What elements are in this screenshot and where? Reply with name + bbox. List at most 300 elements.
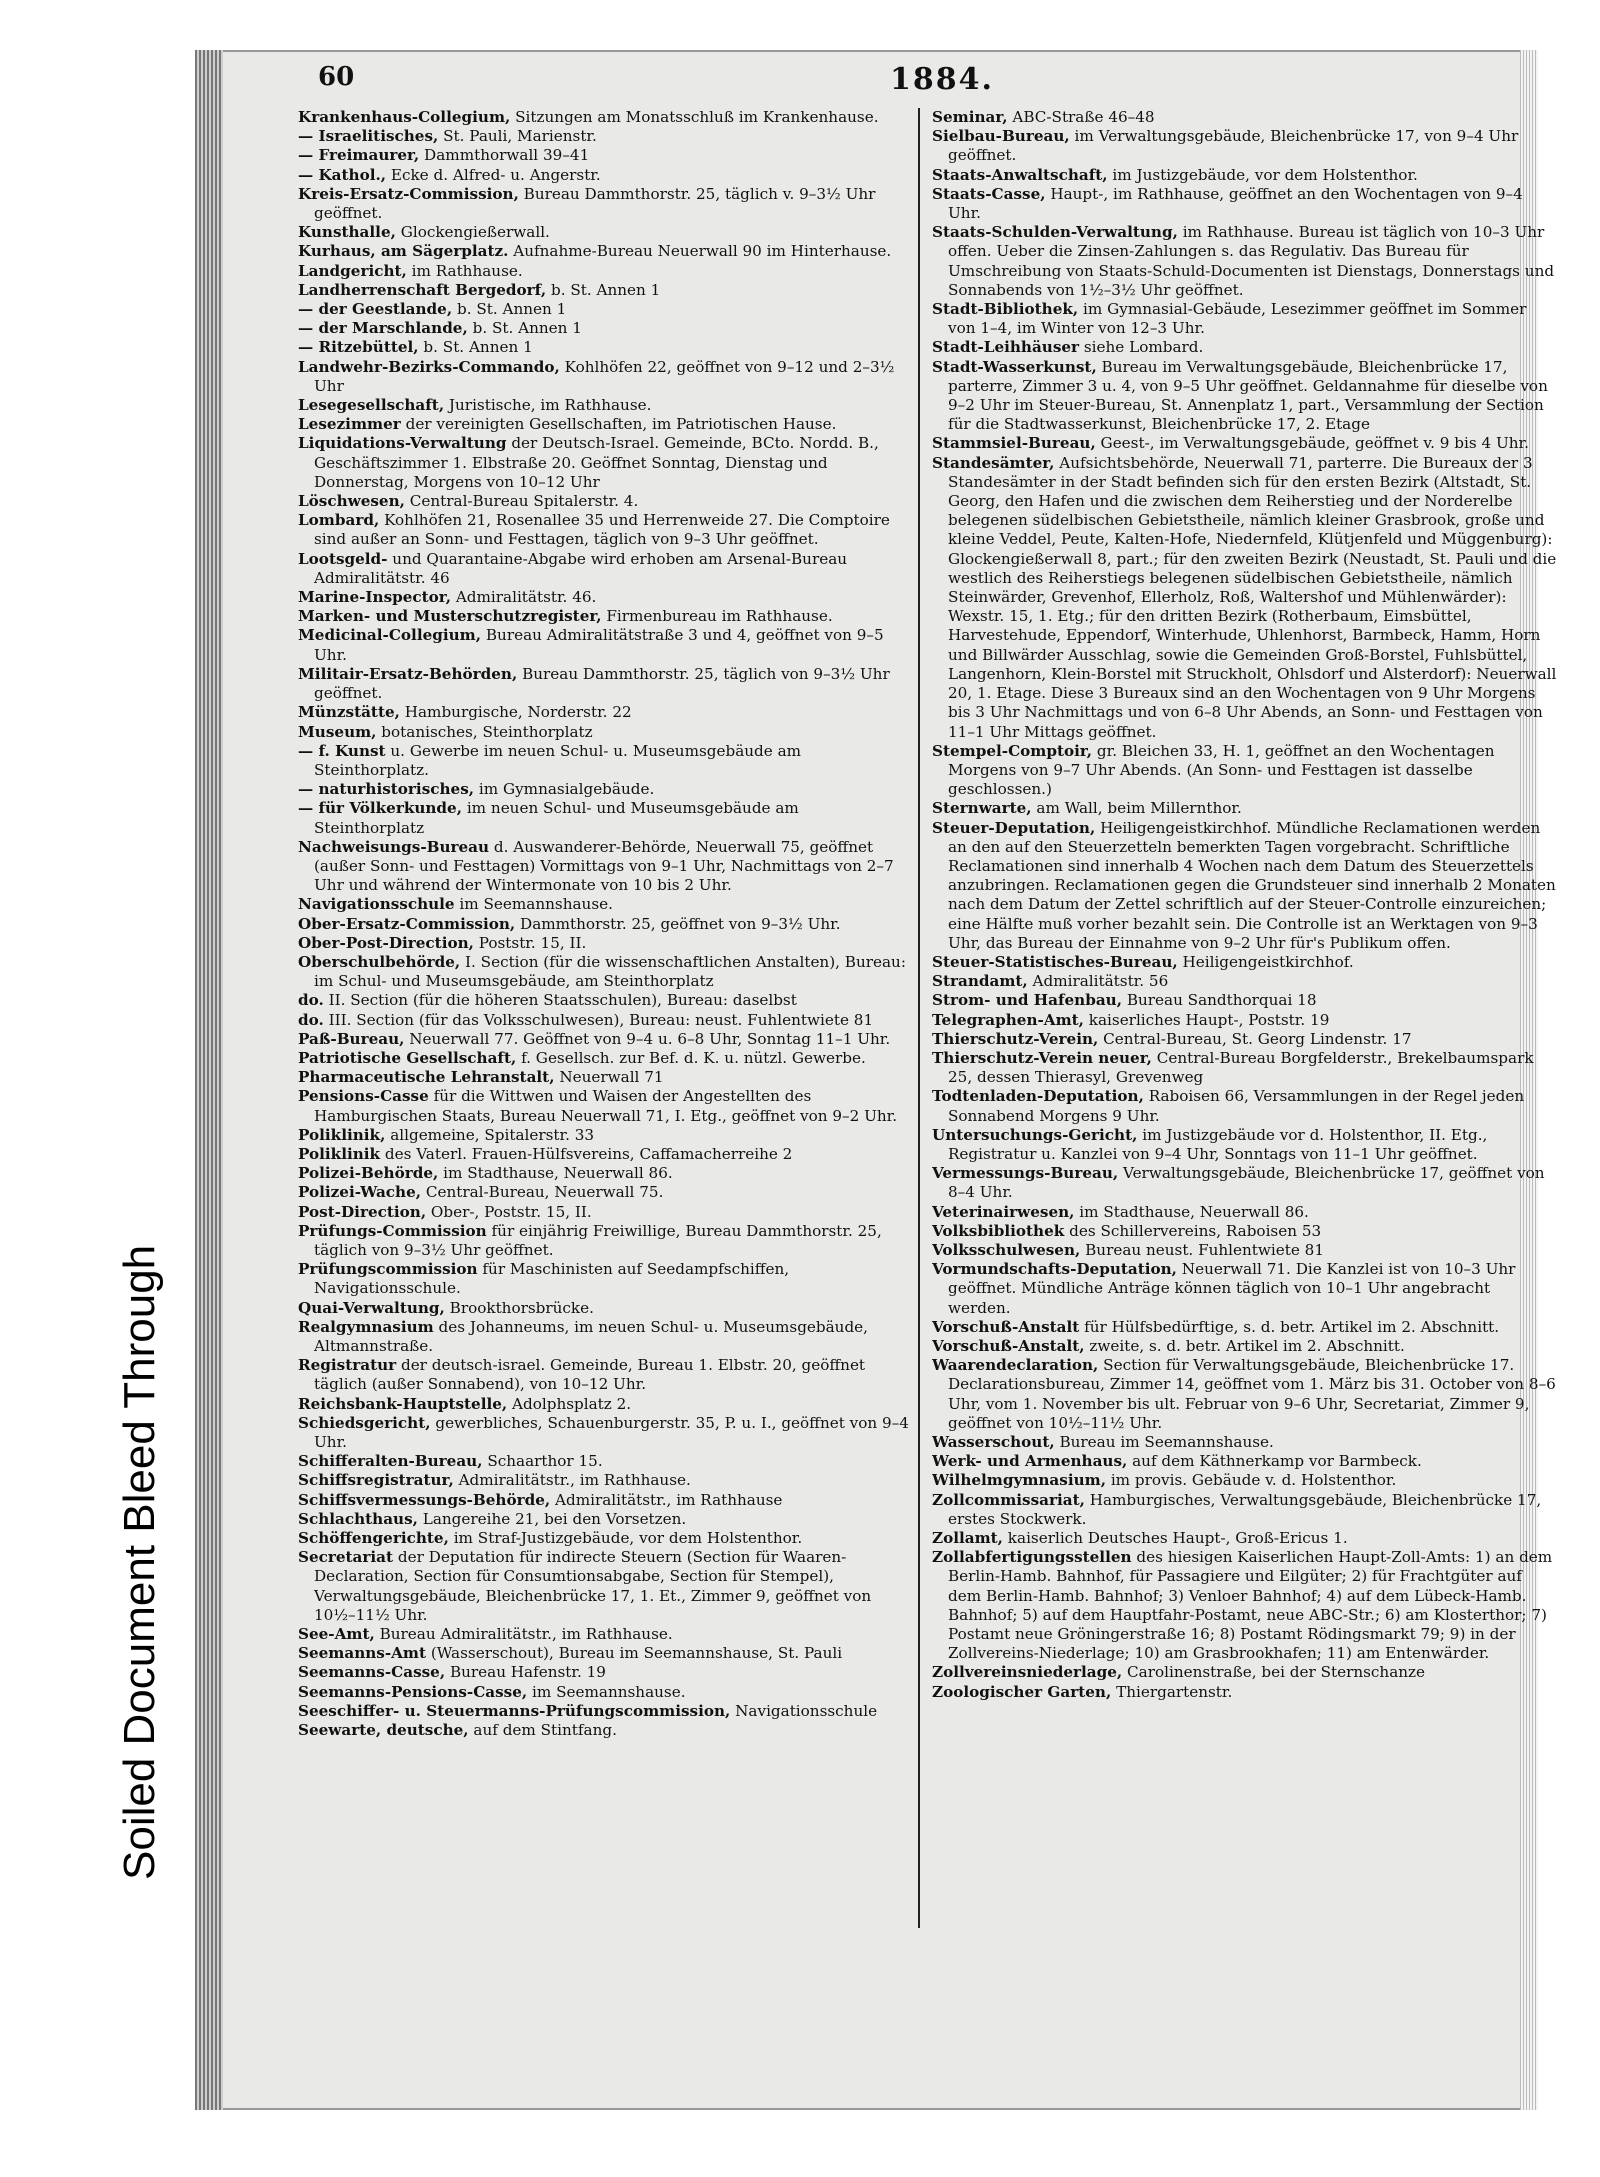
directory-entry: [932, 1126, 1557, 1164]
entry-keyword: Volksschulwesen,: [932, 1240, 1081, 1259]
directory-entry: [298, 550, 910, 588]
directory-entry: [298, 626, 910, 664]
entry-keyword: — der Geestlande,: [298, 300, 453, 319]
entry-keyword: Lootsgeld-: [298, 549, 388, 568]
entry-keyword: Kreis-Ersatz-Commission,: [298, 184, 519, 203]
entry-keyword: Museum,: [298, 722, 377, 741]
entry-text: Admiralitätstr., im Rathhause.: [453, 1471, 691, 1490]
directory-entry: [932, 454, 1557, 742]
entry-text: im Rathhause. Bureau ist täglich von 10–3 Uhr offen. Ueber die Zinsen-Zahlungen s. das Regulativ. Das Bureau für Umschreibung von Staats-Schuld-Documenten ist Dienstags, Donnerstags und Sonnabends von 1½–3½ Uhr geöffnet.: [948, 223, 1555, 299]
entry-text: (Wasserschout), Bureau im Seemannshause, St. Pauli: [426, 1644, 843, 1663]
entry-keyword: do.: [298, 1010, 324, 1029]
directory-entry: [298, 1452, 910, 1471]
entry-keyword: Navigationsschule: [298, 895, 455, 914]
entry-text: im Straf-Justizgebäude, vor dem Holstenthor.: [448, 1529, 803, 1548]
entry-text: Bureau Dammthorstr. 25, täglich von 9–3½ Uhr geöffnet.: [314, 664, 890, 703]
entry-keyword: Waarendeclaration,: [932, 1356, 1099, 1375]
directory-entry: [298, 1395, 910, 1414]
entry-keyword: Landgericht,: [298, 261, 407, 280]
entry-keyword: Steuer-Statistisches-Bureau,: [932, 952, 1178, 971]
entry-text: der Deutsch-Israel. Gemeinde, BCto. Nordd. B., Geschäftszimmer 1. Elbstraße 20. Geöffnet Sonntag, Dienstag und Donnerstag, Morgens von 10–12 Uhr: [314, 434, 879, 491]
directory-entry: [298, 1356, 910, 1394]
entry-text: ABC-Straße 46–48: [1007, 108, 1155, 126]
entry-keyword: Reichsbank-Hauptstelle,: [298, 1394, 508, 1413]
entry-text: Navigationsschule: [730, 1701, 878, 1720]
entry-keyword: — Ritzebüttel,: [298, 338, 419, 357]
directory-entry: [932, 223, 1557, 300]
entry-text: Haupt-, im Rathhause, geöffnet an den Wochentagen von 9–4 Uhr.: [948, 184, 1523, 223]
entry-keyword: Stadt-Wasserkunst,: [932, 357, 1097, 376]
directory-entry: [298, 1126, 910, 1145]
entry-keyword: Standesämter,: [932, 453, 1055, 472]
entry-text: für die Wittwen und Waisen der Angestellten des Hamburgischen Staats, Bureau Neuerwall 71, I. Etg., geöffnet von 9–2 Uhr.: [314, 1087, 898, 1125]
directory-entry: [932, 1164, 1557, 1202]
entry-keyword: — für Völkerkunde,: [298, 799, 462, 818]
entry-text: im Seemannshause.: [527, 1682, 686, 1701]
entry-text: Bureau im Verwaltungsgebäude, Bleichenbrücke 17, parterre, Zimmer 3 u. 4, von 9–5 Uhr geöffnet. Geldannahme für dieselbe von 9–2 Uhr im Steuer-Bureau, St. Annenplatz 1, part., Versammlung der Section für die Stadtwasserkunst, Bleichenbrücke 17, 2. Etage: [948, 357, 1548, 434]
directory-entry: [298, 799, 910, 837]
directory-entry: [298, 242, 910, 261]
entry-text: Thiergartenstr.: [1111, 1682, 1233, 1701]
directory-entry: [932, 358, 1557, 435]
entry-keyword: Paß-Bureau,: [298, 1029, 405, 1048]
entry-keyword: — Israelitisches,: [298, 127, 439, 146]
directory-entry: [298, 780, 910, 799]
directory-entry: [298, 1203, 910, 1222]
entry-text: Schaarthor 15.: [482, 1452, 603, 1471]
entry-text: gr. Bleichen 33, H. 1, geöffnet an den Wochentagen Morgens von 9–7 Uhr Abends. (An Sonn- und Festtagen ist dasselbe geschlossen.): [948, 741, 1495, 799]
entry-keyword: Münzstätte,: [298, 703, 400, 722]
entry-text: Neuerwall 77. Geöffnet von 9–4 u. 6–8 Uhr, Sonntag 11–1 Uhr.: [404, 1029, 891, 1048]
entry-keyword: Polizei-Behörde,: [298, 1164, 439, 1183]
entry-keyword: Oberschulbehörde,: [298, 952, 461, 971]
entry-text: des Schillervereins, Raboisen 53: [1064, 1221, 1322, 1240]
directory-entry: [298, 915, 910, 934]
entry-text: Firmenbureau im Rathhause.: [601, 607, 833, 626]
directory-entry: [932, 1548, 1557, 1663]
entry-text: im neuen Schul- und Museumsgebäude am Steinthorplatz: [314, 799, 799, 837]
entry-text: im provis. Gebäude v. d. Holstenthor.: [1106, 1471, 1397, 1490]
entry-text: und Quarantaine-Abgabe wird erhoben am Arsenal-Bureau Admiralitätstr. 46: [314, 549, 848, 587]
entry-keyword: Pensions-Casse: [298, 1087, 429, 1106]
entry-text: auf dem Stintfang.: [468, 1721, 617, 1740]
entry-keyword: Seminar,: [932, 108, 1008, 126]
entry-keyword: Ober-Ersatz-Commission,: [298, 914, 516, 933]
entry-text: im Gymnasial-Gebäude, Lesezimmer geöffnet im Sommer von 1–4, im Winter von 12–3 Uhr.: [948, 300, 1527, 338]
directory-entry: [298, 703, 910, 722]
directory-entry: [298, 300, 910, 319]
directory-entry: [932, 185, 1557, 223]
entry-text: Neuerwall 71. Die Kanzlei ist von 10–3 Uhr geöffnet. Mündliche Anträge können täglich von 10–1 Uhr angebracht werden.: [948, 1260, 1516, 1317]
directory-entry: [932, 1529, 1557, 1548]
directory-entry: [932, 338, 1557, 357]
entry-keyword: Seeschiffer- u. Steuermanns-Prüfungscommission,: [298, 1701, 731, 1720]
directory-entry: [298, 1625, 910, 1644]
entry-keyword: Zollamt,: [932, 1529, 1003, 1548]
directory-entry: [298, 1299, 910, 1318]
entry-keyword: Thierschutz-Verein neuer,: [932, 1048, 1152, 1067]
entry-keyword: Strandamt,: [932, 972, 1028, 991]
directory-entry: [932, 991, 1557, 1010]
entry-keyword: Stadt-Bibliothek,: [932, 300, 1079, 319]
entry-keyword: Kurhaus, am Sägerplatz.: [298, 242, 509, 261]
entry-keyword: Wilhelmgymnasium,: [932, 1471, 1106, 1490]
entry-text: Hamburgisches, Verwaltungsgebäude, Bleichenbrücke 17, erstes Stockwerk.: [948, 1490, 1542, 1528]
entry-keyword: Marine-Inspector,: [298, 588, 451, 607]
entry-keyword: Patriotische Gesellschaft,: [298, 1048, 517, 1067]
directory-entry: [298, 742, 910, 780]
entry-text: Ecke d. Alfred- u. Angerstr.: [386, 165, 601, 184]
entry-keyword: Schiedsgericht,: [298, 1413, 431, 1432]
directory-entry: [932, 1030, 1557, 1049]
entry-text: Kohlhöfen 21, Rosenallee 35 und Herrenweide 27. Die Comptoire sind außer an Sonn- und Festtagen, täglich von 9–3 Uhr geöffnet.: [314, 511, 890, 549]
entry-text: Raboisen 66, Versammlungen in der Regel jeden Sonnabend Morgens 9 Uhr.: [948, 1087, 1525, 1125]
entry-keyword: Vormundschafts-Deputation,: [932, 1260, 1177, 1279]
directory-entry: [298, 1491, 910, 1510]
directory-entry: [298, 108, 910, 127]
entry-text: d. Auswanderer-Behörde, Neuerwall 75, geöffnet (außer Sonn- und Festtagen) Vormittags von 9–1 Uhr, Nachmittags von 2–7 Uhr und während der Wintermonate von 10 bis 2 Uhr.: [314, 837, 894, 895]
entry-text: des hiesigen Kaiserlichen Haupt-Zoll-Amts: 1) an dem Berlin-Hamb. Bahnhof, für Passagiere und Eilgüter; 2) für Frachtgüter auf dem Berlin-Hamb. Bahnhof; 3) Venloer Bahnhof; 4) auf dem Lübeck-Hamb. Bahnhof; 5) auf dem Hauptfahr-Postamt, neue ABC-Str.; 6) am Klosterthor; 7) Postamt neue Gröningerstraße 16; 8) Postamt Rödingsmarkt 79; 9) in der Zollvereins-Niederlage; 10) am Grasbrookhafen; 11) am Entenwärder.: [948, 1548, 1553, 1663]
directory-entry: [298, 991, 910, 1010]
directory-entry: [932, 1433, 1557, 1452]
entry-text: Admiralitätstr., im Rathhause: [550, 1490, 783, 1509]
entry-keyword: Zoologischer Garten,: [932, 1682, 1112, 1701]
entry-keyword: Werk- und Armenhaus,: [932, 1452, 1128, 1471]
entry-keyword: Realgymnasium: [298, 1317, 434, 1336]
entry-text: im Justizgebäude vor d. Holstenthor, II. Etg., Registratur u. Kanzlei von 9–4 Uhr, Sonntags von 11–1 Uhr geöffnet.: [948, 1125, 1488, 1163]
entry-text: auf dem Käthnerkamp vor Barmbeck.: [1127, 1452, 1422, 1471]
entry-text: im Rathhause.: [406, 261, 523, 280]
directory-entry: [298, 146, 910, 165]
directory-entry: [932, 1452, 1557, 1471]
entry-keyword: Marken- und Musterschutzregister,: [298, 607, 602, 626]
page-year: 1884.: [890, 62, 994, 97]
entry-text: II. Section (für die höheren Staatsschulen), Bureau: daselbst: [323, 991, 797, 1010]
directory-entry: [298, 262, 910, 281]
entry-keyword: Vermessungs-Bureau,: [932, 1164, 1119, 1183]
entry-text: Adolphsplatz 2.: [507, 1394, 632, 1413]
directory-entry: [298, 607, 910, 626]
entry-text: Hamburgische, Norderstr. 22: [399, 703, 632, 722]
left-column: [298, 108, 910, 1898]
page-edge-left: [195, 50, 223, 2110]
entry-keyword: Stadt-Leihhäuser: [932, 338, 1080, 357]
entry-keyword: Liquidations-Verwaltung: [298, 434, 507, 453]
entry-keyword: Zollvereinsniederlage,: [932, 1663, 1123, 1682]
entry-keyword: Strom- und Hafenbau,: [932, 991, 1122, 1010]
entry-keyword: See-Amt,: [298, 1625, 375, 1644]
entry-text: Bureau Sandthorquai 18: [1122, 991, 1317, 1010]
entry-keyword: Untersuchungs-Gericht,: [932, 1125, 1138, 1144]
entry-text: im Gymnasialgebäude.: [474, 780, 655, 799]
entry-keyword: Militair-Ersatz-Behörden,: [298, 664, 518, 683]
directory-entry: [932, 972, 1557, 991]
directory-entry: [298, 1414, 910, 1452]
directory-entry: [298, 358, 910, 396]
entry-keyword: Lesezimmer: [298, 415, 401, 434]
directory-entry: [932, 127, 1557, 165]
entry-text: St. Pauli, Marienstr.: [438, 127, 597, 146]
entry-text: Juristische, im Rathhause.: [444, 396, 652, 415]
entry-text: der vereinigten Gesellschaften, im Patriotischen Hause.: [400, 415, 837, 434]
entry-keyword: Schlachthaus,: [298, 1509, 418, 1528]
directory-entry: [298, 1644, 910, 1663]
entry-keyword: — f. Kunst: [298, 741, 386, 760]
directory-entry: [298, 338, 910, 357]
entry-text: Bureau Admiralitätstr., im Rathhause.: [374, 1625, 673, 1644]
entry-keyword: Post-Direction,: [298, 1202, 427, 1221]
directory-entry: [932, 1049, 1557, 1087]
entry-text: Sitzungen am Monatsschluß im Krankenhause.: [510, 108, 879, 126]
directory-entry: [298, 223, 910, 242]
entry-keyword: Sternwarte,: [932, 799, 1032, 818]
entry-text: Glockengießerwall.: [395, 223, 550, 242]
directory-entry: [298, 166, 910, 185]
directory-entry: [932, 1203, 1557, 1222]
entry-text: u. Gewerbe im neuen Schul- u. Museumsgebäude am Steinthorplatz.: [314, 741, 802, 779]
directory-entry: [298, 1529, 910, 1548]
directory-entry: [932, 1260, 1557, 1318]
entry-text: I. Section (für die wissenschaftlichen Anstalten), Bureau: im Schul- und Museumsgebäude, am Steinthorplatz: [314, 952, 906, 991]
entry-text: b. St. Annen 1: [418, 338, 533, 357]
directory-entry: [298, 1222, 910, 1260]
directory-entry: [298, 1145, 910, 1164]
entry-text: allgemeine, Spitalerstr. 33: [385, 1125, 595, 1144]
entry-keyword: Prüfungscommission: [298, 1260, 478, 1279]
entry-text: Admiralitätstr. 46.: [451, 588, 597, 607]
directory-entry: [298, 723, 910, 742]
column-divider: [918, 108, 920, 1928]
entry-keyword: Stammsiel-Bureau,: [932, 434, 1096, 453]
entry-keyword: Krankenhaus-Collegium,: [298, 108, 511, 126]
entry-keyword: Veterinairwesen,: [932, 1202, 1075, 1221]
directory-entry: [298, 127, 910, 146]
entry-keyword: — naturhistorisches,: [298, 780, 475, 799]
entry-keyword: Steuer-Deputation,: [932, 818, 1096, 837]
entry-keyword: Thierschutz-Verein,: [932, 1029, 1099, 1048]
entry-text: der Deputation für indirecte Steuern (Section für Waaren-Declaration, Section für Consumtionsabgabe, Section für Stempel), Verwaltungsgebäude, Bleichenbrücke 17, 1. Et., Zimmer 9, geöffnet von 10½–11½ Uhr.: [314, 1548, 872, 1624]
entry-text: Aufsichtsbehörde, Neuerwall 71, parterre. Die Bureaux der 3 Standesämter in der Stadt befinden sich für den ersten Bezirk (Altstadt, St. Georg, den Hafen und die zwischen dem Reiherstieg und der Norderelbe belegenen südelbischen Gebietstheile, nämlich kleiner Grasbrook, große und kleine Veddel, Peute, Kalten-Hofe, Niedernfeld, Klütjenfeld und Müggenburg): Glockengießerwall 8, part.; für den zweiten Bezirk (Neustadt, St. Pauli und die westlich des Reiherstiegs belegenen südelbischen Gebietstheile, nämlich Steinwärder, Grevenhof, Ellerholz, Roß, Waltershof und Mühlenwärder): Wexstr. 15, 1. Etg.; für den dritten Bezirk (Rotherbaum, Eimsbüttel, Harvestehude, Eppendorf, Winterhude, Uhlenhorst, Barmbeck, Hamm, Horn und Billwärder Ausschlag, sowie die Gemeinden Groß-Borstel, Fuhlsbüttel, Langenhorn, Klein-Borstel mit Struckholt, Ohlsdorf und Alsterdorf): Neuerwall 20, 1. Etage. Diese 3 Bureaux sind an den Wochentagen von 9 Uhr Morgens bis 3 Uhr Nachmittags und von 6–8 Uhr Abends, an Sonn- und Festtagen von 11–1 Uhr Mittags geöffnet.: [948, 453, 1557, 741]
entry-keyword: Sielbau-Bureau,: [932, 127, 1070, 146]
directory-entry: [932, 953, 1557, 972]
entry-keyword: Staats-Anwaltschaft,: [932, 165, 1108, 184]
entry-keyword: Pharmaceutische Lehranstalt,: [298, 1068, 555, 1087]
directory-entry: [298, 1030, 910, 1049]
entry-text: Dammthorwall 39–41: [419, 146, 590, 165]
entry-keyword: Schiffsregistratur,: [298, 1471, 454, 1490]
entry-text: Bureau Dammthorstr. 25, täglich v. 9–3½ Uhr geöffnet.: [314, 184, 876, 223]
entry-keyword: Schöffengerichte,: [298, 1529, 449, 1548]
entry-keyword: Volksbibliothek: [932, 1221, 1065, 1240]
entry-keyword: Registratur: [298, 1356, 397, 1375]
entry-keyword: Schifferalten-Bureau,: [298, 1452, 483, 1471]
entry-text: des Johanneums, im neuen Schul- u. Museumsgebäude, Altmannstraße.: [314, 1317, 869, 1355]
directory-entry: [932, 1241, 1557, 1260]
entry-keyword: Landwehr-Bezirks-Commando,: [298, 357, 560, 376]
directory-entry: [298, 1548, 910, 1625]
entry-keyword: Quai-Verwaltung,: [298, 1298, 445, 1317]
entry-keyword: Zollcommissariat,: [932, 1490, 1085, 1509]
page-number: 60: [318, 62, 355, 92]
entry-text: f. Gesellsch. zur Bef. d. K. u. nützl. Gewerbe.: [516, 1048, 866, 1067]
entry-text: III. Section (für das Volksschulwesen), Bureau: neust. Fuhlentwiete 81: [323, 1010, 874, 1029]
directory-entry: [298, 1510, 910, 1529]
entry-text: im Verwaltungsgebäude, Bleichenbrücke 17, von 9–4 Uhr geöffnet.: [948, 127, 1519, 165]
directory-entry: [932, 799, 1557, 818]
directory-entry: [298, 1721, 910, 1740]
entry-text: der deutsch-israel. Gemeinde, Bureau 1. Elbstr. 20, geöffnet täglich (außer Sonnabend), von 10–12 Uhr.: [314, 1356, 866, 1394]
entry-keyword: Telegraphen-Amt,: [932, 1010, 1084, 1029]
sidebar-label: Soiled Document Bleed Through: [115, 1244, 164, 1880]
entry-text: für einjährig Freiwillige, Bureau Dammthorstr. 25, täglich von 9–3½ Uhr geöffnet.: [314, 1221, 882, 1259]
directory-entry: [298, 953, 910, 991]
directory-entry: [932, 1318, 1557, 1337]
directory-entry: [298, 1087, 910, 1125]
directory-entry: [932, 300, 1557, 338]
entry-keyword: Staats-Schulden-Verwaltung,: [932, 223, 1178, 242]
entry-text: Central-Bureau Spitalerstr. 4.: [404, 492, 639, 511]
entry-keyword: Wasserschout,: [932, 1433, 1055, 1452]
entry-text: Aufnahme-Bureau Neuerwall 90 im Hinterhause.: [508, 242, 892, 261]
directory-entry: [932, 1471, 1557, 1490]
entry-text: Ober-, Poststr. 15, II.: [426, 1202, 592, 1221]
directory-entry: [932, 1337, 1557, 1356]
entry-text: kaiserliches Haupt-, Poststr. 19: [1083, 1010, 1330, 1029]
entry-text: b. St. Annen 1: [546, 280, 661, 299]
directory-entry: [932, 1491, 1557, 1529]
directory-entry: [298, 434, 910, 492]
entry-text: des Vaterl. Frauen-Hülfsvereins, Caffamacherreihe 2: [380, 1144, 793, 1163]
directory-entry: [298, 511, 910, 549]
entry-keyword: Löschwesen,: [298, 492, 405, 511]
directory-entry: [298, 665, 910, 703]
entry-text: Central-Bureau, St. Georg Lindenstr. 17: [1098, 1029, 1412, 1048]
directory-entry: [932, 108, 1557, 127]
entry-keyword: — Freimaurer,: [298, 146, 420, 165]
entry-text: Bureau Hafenstr. 19: [445, 1663, 606, 1682]
directory-entry: [298, 281, 910, 300]
directory-entry: [298, 396, 910, 415]
entry-keyword: Staats-Casse,: [932, 184, 1046, 203]
directory-entry: [298, 1318, 910, 1356]
entry-keyword: Kunsthalle,: [298, 223, 396, 242]
entry-text: kaiserlich Deutsches Haupt-, Groß-Ericus 1.: [1002, 1529, 1348, 1548]
entry-text: Neuerwall 71: [554, 1068, 664, 1087]
entry-text: gewerbliches, Schauenburgerstr. 35, P. u. I., geöffnet von 9–4 Uhr.: [314, 1413, 909, 1452]
directory-entry: [298, 1471, 910, 1490]
right-column: [932, 108, 1557, 1908]
entry-keyword: — der Marschlande,: [298, 319, 468, 338]
entry-keyword: Seemanns-Pensions-Casse,: [298, 1682, 528, 1701]
entry-keyword: Stempel-Comptoir,: [932, 741, 1093, 760]
directory-entry: [298, 1663, 910, 1682]
entry-text: Bureau neust. Fuhlentwiete 81: [1080, 1240, 1325, 1259]
directory-entry: [298, 895, 910, 914]
entry-text: Kohlhöfen 22, geöffnet von 9–12 und 2–3½ Uhr: [314, 357, 895, 395]
entry-text: Dammthorstr. 25, geöffnet von 9–3½ Uhr.: [515, 914, 841, 933]
entry-keyword: Lesegesellschaft,: [298, 396, 445, 415]
entry-keyword: Zollabfertigungsstellen: [932, 1548, 1132, 1567]
directory-entry: [298, 415, 910, 434]
entry-text: Central-Bureau, Neuerwall 75.: [421, 1183, 664, 1202]
entry-text: Brookthorsbrücke.: [444, 1298, 594, 1317]
entry-keyword: Seemanns-Casse,: [298, 1663, 446, 1682]
directory-entry: [932, 166, 1557, 185]
entry-text: Admiralitätstr. 56: [1027, 972, 1169, 991]
directory-entry: [932, 1683, 1557, 1702]
entry-keyword: do.: [298, 991, 324, 1010]
entry-text: b. St. Annen 1: [452, 300, 567, 319]
entry-text: Heiligengeistkirchhof. Mündliche Reclamationen werden an den auf den Steuerzetteln bemerkten Tagen vorgebracht. Schriftliche Reclamationen sind innerhalb 4 Wochen nach dem Datum des Steuerzettels anzubringen. Reclamationen gegen die Grundsteuer sind innerhalb 2 Monaten nach dem Datum der Zettel schriftlich auf der Steuer-Controlle einzureichen; eine Hälfte muß vorher bezahlt sein. Die Controlle ist an Werktagen von 9–3 Uhr, das Bureau der Einnahme von 9–2 Uhr für's Publikum offen.: [948, 818, 1556, 952]
entry-text: Carolinenstraße, bei der Sternschanze: [1122, 1663, 1426, 1682]
entry-keyword: Seewarte, deutsche,: [298, 1721, 469, 1740]
directory-entry: [298, 1068, 910, 1087]
directory-entry: [932, 742, 1557, 800]
entry-keyword: Seemanns-Amt: [298, 1644, 427, 1663]
directory-entry: [298, 1260, 910, 1298]
entry-text: Geest-, im Verwaltungsgebäude, geöffnet v. 9 bis 4 Uhr.: [1095, 434, 1529, 453]
directory-entry: [298, 588, 910, 607]
entry-keyword: Polizei-Wache,: [298, 1183, 422, 1202]
directory-entry: [932, 1087, 1557, 1125]
directory-entry: [298, 1702, 910, 1721]
entry-text: Section für Verwaltungsgebäude, Bleichenbrücke 17. Declarationsbureau, Zimmer 14, geöffnet vom 1. März bis 31. October von 8–6 Uhr, vom 1. November bis ult. Februar von 9–6 Uhr, Secretariat, Zimmer 9, geöffnet von 10½–11½ Uhr.: [948, 1356, 1556, 1432]
directory-entry: [298, 185, 910, 223]
entry-keyword: Vorschuß-Anstalt: [932, 1317, 1080, 1336]
entry-keyword: Prüfungs-Commission: [298, 1221, 487, 1240]
entry-text: Verwaltungsgebäude, Bleichenbrücke 17, geöffnet von 8–4 Uhr.: [948, 1164, 1545, 1202]
entry-keyword: Poliklinik: [298, 1144, 381, 1163]
entry-keyword: Todtenladen-Deputation,: [932, 1087, 1144, 1106]
entry-keyword: Medicinal-Collegium,: [298, 626, 482, 645]
entry-text: zweite, s. d. betr. Artikel im 2. Abschnitt.: [1084, 1337, 1405, 1355]
directory-entry: [298, 838, 910, 896]
entry-text: Bureau Admiralitätstraße 3 und 4, geöffnet von 9–5 Uhr.: [314, 626, 884, 664]
entry-text: für Hülfsbedürftige, s. d. betr. Artikel im 2. Abschnitt.: [1079, 1317, 1500, 1336]
entry-text: botanisches, Steinthorplatz: [376, 722, 593, 741]
entry-keyword: — Kathol.,: [298, 165, 387, 184]
directory-entry: [298, 1011, 910, 1030]
directory-entry: [932, 1222, 1557, 1241]
entry-text: Central-Bureau Borgfelderstr., Brekelbaumspark 25, dessen Thierasyl, Grevenweg: [948, 1048, 1534, 1087]
entry-keyword: Lombard,: [298, 511, 380, 530]
entry-keyword: Vorschuß-Anstalt,: [932, 1337, 1085, 1355]
entry-text: für Maschinisten auf Seedampfschiffen, Navigationsschule.: [314, 1260, 790, 1298]
entry-text: siehe Lombard.: [1079, 338, 1204, 357]
entry-keyword: Poliklinik,: [298, 1125, 386, 1144]
entry-keyword: Schiffsvermessungs-Behörde,: [298, 1490, 551, 1509]
directory-entry: [932, 819, 1557, 953]
directory-entry: [298, 1683, 910, 1702]
directory-entry: [932, 434, 1557, 453]
directory-entry: [932, 1356, 1557, 1433]
entry-keyword: Nachweisungs-Bureau: [298, 837, 490, 856]
directory-entry: [298, 934, 910, 953]
entry-keyword: Secretariat: [298, 1548, 394, 1567]
entry-text: im Justizgebäude, vor dem Holstenthor.: [1107, 165, 1418, 184]
directory-entry: [298, 1164, 910, 1183]
directory-entry: [932, 1663, 1557, 1682]
entry-keyword: Landherrenschaft Bergedorf,: [298, 280, 547, 299]
directory-entry: [298, 319, 910, 338]
entry-keyword: Ober-Post-Direction,: [298, 933, 474, 952]
entry-text: im Seemannshause.: [454, 895, 613, 914]
entry-text: b. St. Annen 1: [467, 319, 582, 338]
entry-text: im Stadthause, Neuerwall 86.: [1074, 1202, 1309, 1221]
entry-text: am Wall, beim Millernthor.: [1031, 799, 1242, 818]
entry-text: Bureau im Seemannshause.: [1054, 1433, 1274, 1452]
entry-text: im Stadthause, Neuerwall 86.: [438, 1164, 673, 1183]
